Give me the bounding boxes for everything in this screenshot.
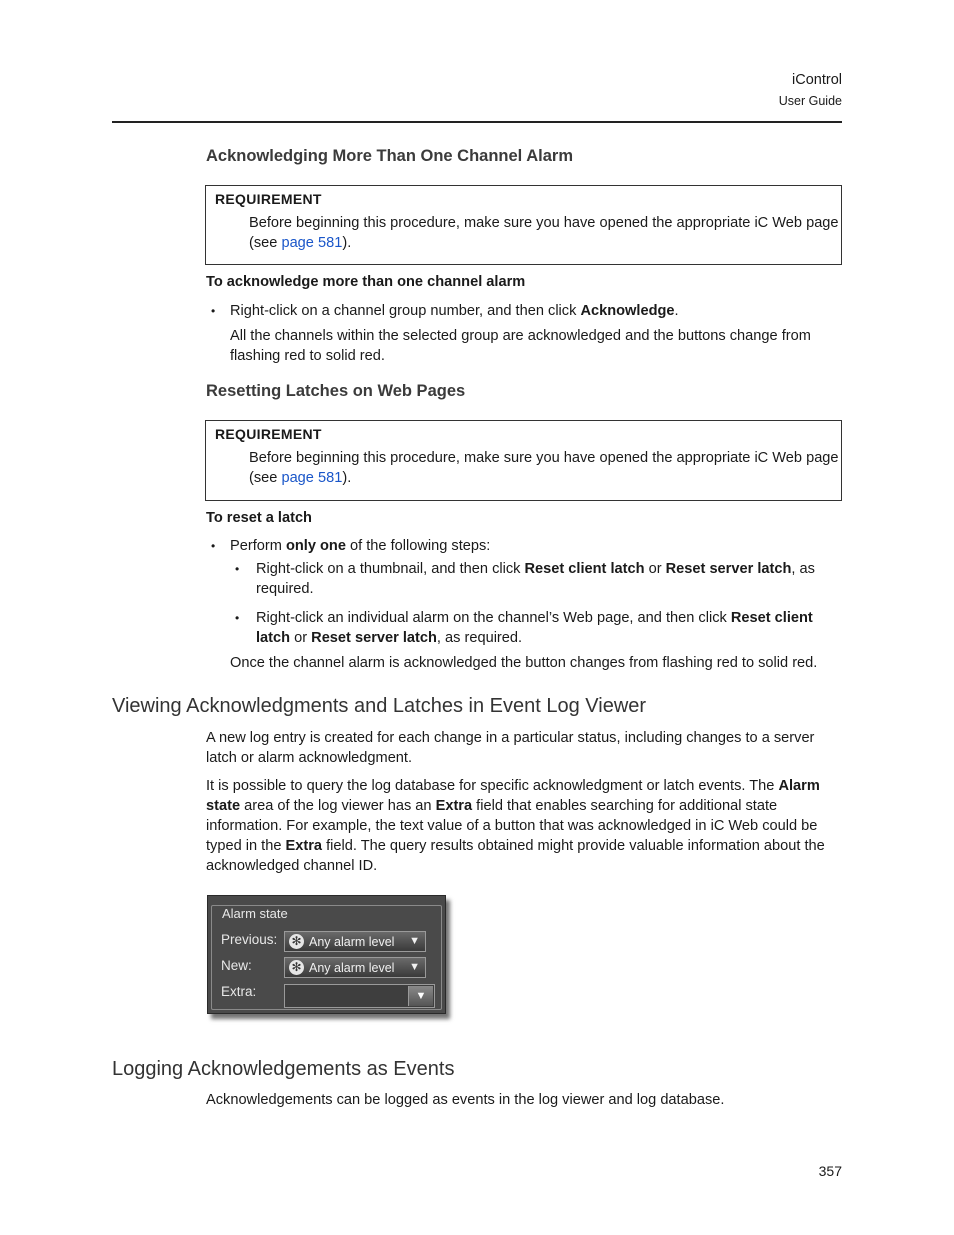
bullet-ack: Right-click on a channel group number, and then click Acknowledge. <box>230 303 679 319</box>
chevron-down-icon: ▼ <box>409 935 420 947</box>
new-label: New: <box>221 958 252 973</box>
extra-combo[interactable] <box>284 984 435 1008</box>
heading-viewing: Viewing Acknowledgments and Latches in Event Log Viewer <box>112 695 647 717</box>
heading-logging: Logging Acknowledgements as Events <box>112 1058 455 1080</box>
previous-label: Previous: <box>221 932 278 947</box>
heading-reset-latches: Resetting Latches on Web Pages <box>206 382 466 400</box>
header-subtitle: User Guide <box>778 94 842 108</box>
page-link[interactable]: page 581 <box>281 470 343 486</box>
requirement-label: REQUIREMENT <box>215 426 322 442</box>
page-link[interactable]: page 581 <box>281 235 343 251</box>
heading-ack-multi: Acknowledging More Than One Channel Alarm <box>206 147 574 165</box>
alarm-level-icon: ✻ <box>289 960 304 975</box>
procedure-heading-ack: To acknowledge more than one channel alarm <box>206 274 526 290</box>
alarm-state-legend: Alarm state <box>222 906 288 921</box>
para-viewing-1: A new log entry is created for each change in a particular status, including changes to a server latch or alarm acknowledgment. <box>206 730 815 766</box>
chevron-down-icon: ▼ <box>415 990 427 1002</box>
chevron-down-icon: ▼ <box>409 961 420 973</box>
page-number: 357 <box>818 1163 842 1179</box>
requirement-label: REQUIREMENT <box>215 191 322 207</box>
result-reset: Once the channel alarm is acknowledged the button changes from flashing red to solid red. <box>230 655 818 671</box>
requirement-box-2 <box>205 420 842 501</box>
alarm-state-panel <box>207 895 446 1014</box>
sub-bullet-thumbnail: Right-click on a thumbnail, and then click Reset client latch or Reset server latch, as required. <box>256 561 815 597</box>
bullet-marker: • <box>211 304 216 318</box>
bullet-marker: • <box>235 611 240 625</box>
para-viewing-2: It is possible to query the log database for specific acknowledgment or latch events. The Alarm state area of the log viewer has an Extra field that enables searching for additional state information. For example, the text value of a button that was acknowledged in iC Web could be typed in the Extra field. The query results obtained might provide valuable information about the acknowledged channel ID. <box>206 778 825 874</box>
alarm-state-fieldset <box>211 905 442 1010</box>
header-rule <box>112 121 842 123</box>
para-logging: Acknowledgements can be logged as events in the log viewer and log database. <box>206 1092 725 1108</box>
extra-label: Extra: <box>221 984 257 999</box>
result-ack: All the channels within the selected group are acknowledged and the buttons change from flashing red to solid red. <box>230 328 811 364</box>
requirement-text: Before beginning this procedure, make sure you have opened the appropriate iC Web page (see page 581). <box>249 450 839 486</box>
new-dropdown[interactable]: ✻ Any alarm level ▼ <box>284 957 426 978</box>
bullet-reset: Perform only one of the following steps: <box>230 538 491 554</box>
bullet-marker: • <box>235 562 240 576</box>
requirement-text: Before beginning this procedure, make sure you have opened the appropriate iC Web page (see page 581). <box>249 215 839 251</box>
bullet-marker: • <box>211 539 216 553</box>
procedure-heading-reset: To reset a latch <box>206 510 312 526</box>
requirement-box-1 <box>205 185 842 265</box>
sub-bullet-individual: Right-click an individual alarm on the channel’s Web page, and then click Reset client latch or Reset server latch, as required. <box>256 610 813 646</box>
header-title: iControl <box>792 72 842 88</box>
previous-dropdown[interactable]: ✻ Any alarm level ▼ <box>284 931 426 952</box>
alarm-level-icon: ✻ <box>289 934 304 949</box>
extra-dropdown-button[interactable] <box>408 986 433 1006</box>
